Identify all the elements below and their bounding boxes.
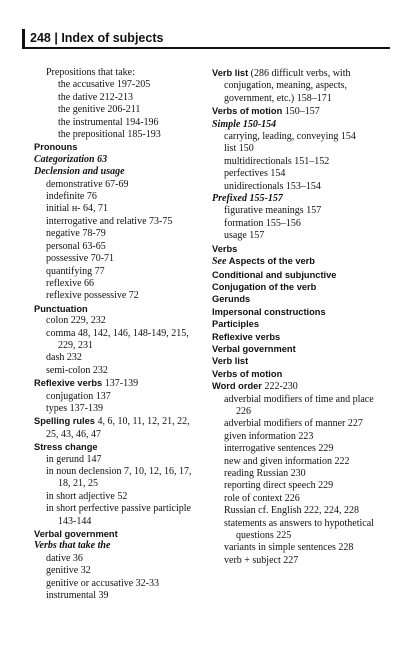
index-subentry: new and given information 222 <box>224 455 350 467</box>
index-subentry: the genitive 206-211 <box>58 104 141 116</box>
index-subentry: unidirectionals 153–154 <box>224 180 321 192</box>
index-subentry: comma 48, 142, 146, 148-149, 215, 229, 231 <box>46 327 189 351</box>
index-italic-heading: Prefixed 155-157 <box>212 193 283 205</box>
index-subentry: in gerund 147 <box>46 453 102 465</box>
cross-reference-target: Verb list <box>212 356 249 367</box>
index-heading: Word order <box>212 381 262 392</box>
cross-reference-target: Verbs of motion <box>212 368 283 379</box>
cross-reference <box>212 255 390 268</box>
header-rule <box>22 47 390 49</box>
index-subentry: semi-colon 232 <box>46 364 108 376</box>
see-label: See <box>212 256 227 268</box>
index-heading: Verbs of motion <box>212 106 283 117</box>
index-subentry: the accusative 197-205 <box>58 79 151 91</box>
index-heading: Spelling rules <box>34 416 95 427</box>
index-heading: Verb list <box>212 68 249 78</box>
index-subentry: multidirectionals 151–152 <box>224 155 330 167</box>
cross-reference-target: Reflexive verbs <box>212 331 281 342</box>
cross-reference-target: Aspects of the verb <box>226 256 315 267</box>
index-subentry: perfectives 154 <box>224 168 286 180</box>
cross-reference-target: Participles <box>212 319 260 330</box>
index-subentry: demonstrative 67-69 <box>46 178 129 190</box>
index-subentry: interrogative and relative 73-75 <box>46 215 173 227</box>
index-subentry: genitive 32 <box>46 565 91 577</box>
index-subentry: in short perfective passive participle 143-144 <box>46 503 191 527</box>
index-subentry: in noun declension 7, 10, 12, 16, 17, 18, 21, 25 <box>46 466 192 490</box>
index-subentry: interrogative sentences 229 <box>224 443 334 455</box>
index-subentry: colon 229, 232 <box>46 315 106 327</box>
index-heading: Verbs <box>212 243 238 254</box>
index-subentry: reading Russian 230 <box>224 468 306 479</box>
index-subentry: reflexive possessive 72 <box>46 290 139 302</box>
index-entry <box>34 415 204 441</box>
header-separator: | <box>54 31 58 45</box>
index-entry <box>212 380 390 393</box>
index-subentry: statements as answers to hypothetical questions 225 <box>224 517 374 542</box>
index-subentry: dative 36 <box>46 552 83 564</box>
page-refs: 4, 6, 10, 11, 12, 21, 22, 25, 43, 46, 47 <box>46 416 190 440</box>
index-subentry: initial н- 64, 71 <box>46 203 109 215</box>
index-subentry: indefinite 76 <box>46 191 97 203</box>
index-italic-heading: Categorization 63 <box>34 153 108 165</box>
page-refs: 137-139 <box>102 378 139 390</box>
index-subentry: conjugation 137 <box>46 390 111 402</box>
index-subentry: given information 223 <box>224 430 314 442</box>
index-subentry: quantifying 77 <box>46 265 105 277</box>
index-italic-heading: Declension and usage <box>34 166 125 178</box>
page-header <box>18 29 390 49</box>
index-subentry: adverbial modifiers of manner 227 <box>224 418 363 430</box>
index-subentry: formation 155–156 <box>224 217 301 229</box>
index-subentry: figurative meanings 157 <box>224 205 322 217</box>
index-subentry: the dative 212-213 <box>58 91 133 103</box>
index-subentry: adverbial modifiers of time and place 226 <box>224 393 374 417</box>
cross-reference-target: Impersonal constructions <box>212 306 326 317</box>
index-subentry: the instrumental 194-196 <box>58 116 159 128</box>
index-heading: Pronouns <box>34 142 78 153</box>
header-title <box>30 31 163 45</box>
cross-reference-target: Verbal government <box>212 343 296 354</box>
section-title: Index of subjects <box>61 31 164 45</box>
index-subentry: instrumental 39 <box>46 590 109 602</box>
index-subentry: types 137-139 <box>46 402 103 414</box>
page-number: 248 <box>30 31 51 45</box>
header-bar <box>22 29 25 49</box>
page-refs: (286 difficult verbs, with conjugation, meaning, aspects, government, etc.) 158–171 <box>224 68 351 104</box>
index-entry <box>212 105 390 118</box>
index-subentry: the prepositional 185-193 <box>58 129 161 141</box>
index-subentry: negative 78-79 <box>46 228 106 240</box>
index-italic-heading: Verbs that take the <box>34 540 111 552</box>
index-column-left <box>34 67 204 602</box>
cross-reference-target: Conjugation of the verb <box>212 281 317 292</box>
page-refs: 150–157 <box>282 106 320 118</box>
index-subentry: usage 157 <box>224 230 265 242</box>
index-subentry: variants in simple sentences 228 <box>224 542 354 554</box>
page-refs: 222-230 <box>261 381 298 393</box>
index-entry <box>212 67 390 105</box>
index-subentry: role of context 226 <box>224 492 300 504</box>
index-italic-heading: Simple 150-154 <box>212 118 277 130</box>
index-entry: Prepositions that take: <box>46 67 135 78</box>
index-subentry: Russian cf. English 222, 224, 228 <box>224 505 359 517</box>
index-entry <box>34 377 204 390</box>
index-heading: Verbal government <box>34 529 118 540</box>
index-subentry: dash 232 <box>46 352 82 364</box>
index-subentry: carrying, leading, conveying 154 <box>224 131 356 143</box>
cross-reference-target: Conditional and subjunctive <box>212 269 337 280</box>
cross-reference-target: Gerunds <box>212 294 251 305</box>
index-subentry: possessive 70-71 <box>46 253 115 265</box>
index-heading: Punctuation <box>34 303 88 314</box>
index-subentry: reflexive 66 <box>46 277 95 289</box>
index-heading: Reflexive verbs <box>34 378 103 389</box>
index-column-right <box>212 67 390 567</box>
index-subentry: reporting direct speech 229 <box>224 480 334 492</box>
index-subentry: list 150 <box>224 143 254 155</box>
index-subentry: verb + subject 227 <box>224 554 299 566</box>
index-subentry: personal 63-65 <box>46 240 106 252</box>
index-heading: Stress change <box>34 442 98 453</box>
index-subentry: genitive or accusative 32-33 <box>46 577 160 589</box>
index-subentry: in short adjective 52 <box>46 490 128 502</box>
